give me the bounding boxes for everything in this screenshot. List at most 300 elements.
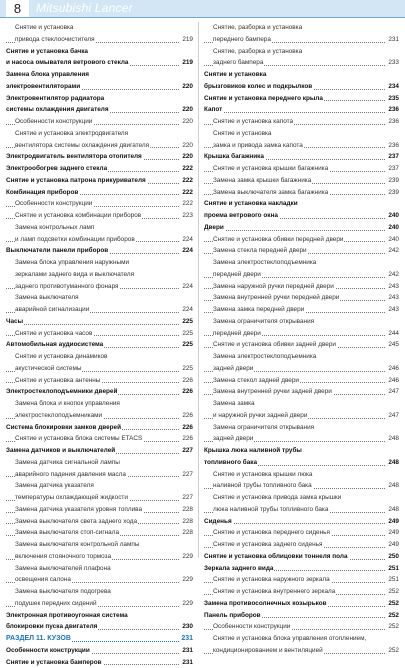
toc-entry-title (15, 128, 129, 140)
toc-entry-title (15, 328, 93, 340)
toc-entry-title (204, 151, 265, 163)
toc-entry-text: Сиденья (204, 518, 233, 525)
toc-entry-text: заднего противотуманного фонаря (15, 283, 120, 290)
toc-page-number: 248 (387, 480, 399, 492)
toc-subentry (6, 457, 193, 469)
toc-entry-title (15, 433, 143, 445)
toc-entry-title (213, 539, 323, 551)
toc-subentry (204, 245, 399, 257)
toc-entry-title (6, 445, 116, 457)
toc-entry-title (6, 175, 147, 187)
toc-page-number: 231 (181, 657, 193, 668)
toc-entry-title (6, 633, 72, 645)
toc-entry-text: топливного бака (204, 459, 258, 466)
column-divider (198, 22, 199, 558)
toc-subentry (6, 281, 193, 293)
toc-entry-text: передней двери (213, 271, 262, 278)
toc-page-number: 231 (181, 645, 193, 657)
dot-leader (6, 324, 179, 325)
toc-page-number: 224 (181, 281, 193, 293)
toc-left-column (6, 22, 193, 668)
toc-entry-text: Снятие и установка динамиков (15, 353, 108, 360)
toc-subentry (6, 351, 193, 363)
toc-subentry (204, 574, 399, 586)
toc-entry-title (15, 304, 90, 316)
toc-entry-title (213, 328, 262, 340)
toc-page-number: 220 (181, 104, 193, 116)
toc-entry-text: Замена внутренней ручки передней двери (213, 294, 340, 301)
toc-entry (204, 598, 399, 610)
toc-page-number: 239 (387, 175, 399, 187)
toc-page-number: 227 (181, 469, 193, 481)
toc-entry (6, 386, 193, 398)
toc-page-number: 230 (181, 621, 193, 633)
toc-subentry (6, 292, 193, 304)
toc-page-number: 243 (387, 281, 399, 293)
toc-subentry (204, 633, 399, 645)
toc-entry-title (15, 469, 127, 481)
toc-entry-title (213, 410, 308, 422)
toc-entry-text: Снятие и установка (213, 130, 272, 137)
toc-subentry (204, 328, 399, 340)
toc-page-number: 240 (387, 210, 399, 222)
toc-entry-title (15, 598, 98, 610)
toc-subentry (204, 339, 399, 351)
toc-page-number: 243 (387, 304, 399, 316)
toc-page-number: 220 (181, 116, 193, 128)
toc-page-number: 223 (181, 210, 193, 222)
toc-entry-text: задней двери (213, 435, 254, 442)
toc-entry-text: Электрообогрев заднего стекла (6, 165, 108, 172)
toc-entry-title (15, 527, 120, 539)
page-number: 8 (6, 0, 29, 17)
toc-subentry (204, 304, 399, 316)
toc-entry-text: и ламп подсветки комбинации приборов (15, 236, 136, 243)
toc-entry (6, 163, 193, 175)
toc-entry-title (213, 245, 308, 257)
toc-page-number: 224 (181, 304, 193, 316)
toc-entry-title (6, 657, 103, 668)
toc-page-number: 244 (387, 328, 399, 340)
toc-entry-title (213, 398, 256, 410)
toc-page-number: 252 (387, 610, 399, 622)
toc-entry-text: Электродвигатель вентилятора отопителя (6, 153, 143, 160)
toc-entry-text: заднего бампера (213, 59, 264, 66)
toc-page-number: 222 (181, 175, 193, 187)
toc-entry-title (15, 457, 121, 469)
toc-entry-title (15, 222, 95, 234)
toc-subentry (6, 128, 193, 140)
toc-entry-title (6, 245, 109, 257)
toc-subentry (204, 116, 399, 128)
toc-entry-text: Замена блока и кнопок управления (15, 400, 121, 407)
toc-entry (6, 175, 193, 187)
toc-page-number: 226 (181, 386, 193, 398)
toc-entry-title (213, 504, 329, 516)
toc-entry-title (213, 469, 313, 481)
toc-entry-title (204, 198, 299, 210)
toc-entry-text: Замена выключателя (15, 294, 80, 301)
toc-page-number: 248 (387, 504, 399, 516)
toc-entry-title (15, 140, 150, 152)
toc-page-number: 236 (387, 140, 399, 152)
toc-entry-title (15, 363, 82, 375)
toc-page-number: 236 (387, 104, 399, 116)
toc-entry-title (6, 386, 118, 398)
toc-entry-text: Снятие, разборка и установка (213, 48, 303, 55)
toc-entry-text: Замена блока управления наружными (15, 259, 130, 266)
toc-subentry (204, 398, 399, 410)
toc-page-number: 234 (387, 81, 399, 93)
toc-entry (204, 445, 399, 457)
toc-page-number: 251 (387, 563, 399, 575)
toc-entry-text: наливной трубы топливного бака (213, 482, 313, 489)
toc-entry-text: Замена замка крышки багажника (213, 177, 312, 184)
toc-subentry (204, 363, 399, 375)
toc-subentry (204, 539, 399, 551)
toc-entry-text: Снятие и установка комбинации приборов (15, 212, 142, 219)
toc-entry-text: Замена наружной ручки передней двери (213, 283, 335, 290)
header-rule (0, 17, 405, 18)
toc-entry-text: Замена выключателя замка багажника (213, 189, 329, 196)
toc-entry-text: Автомобильная аудиосистема (6, 341, 104, 348)
toc-entry-title (204, 210, 279, 222)
toc-entry-title (213, 339, 337, 351)
toc-entry (204, 516, 399, 528)
toc-subentry (204, 22, 399, 34)
toc-subentry (6, 480, 193, 492)
toc-entry-title (6, 69, 90, 81)
toc-page-number: 252 (387, 586, 399, 598)
toc-entry-title (6, 151, 143, 163)
toc-page-number: 252 (387, 621, 399, 633)
toc-entry (6, 316, 193, 328)
toc-entry-title (204, 551, 349, 563)
toc-entry-text: Снятие и установка капота (213, 118, 294, 125)
toc-subentry (204, 386, 399, 398)
toc-entry-text: брызговиков колес и подкрылков (204, 83, 313, 90)
dot-leader (204, 112, 385, 113)
toc-entry-title (6, 57, 130, 69)
toc-entry-text: Крышка багажника (204, 153, 265, 160)
toc-entry-text: Двери (204, 224, 225, 231)
toc-entry-title (6, 645, 91, 657)
toc-entry-text: Электростеклоподъемники дверей (6, 388, 118, 395)
toc-entry-text: Снятие и установка бачка (6, 48, 89, 55)
toc-entry-title (213, 621, 291, 633)
toc-page-number: 222 (181, 163, 193, 175)
toc-page-number: 224 (181, 234, 193, 246)
toc-entry-text: Особенности конструкции (15, 200, 93, 207)
toc-entry-text: Крышка люка наливной трубы (204, 447, 303, 454)
toc-entry-text: замка и привода замка капота (213, 142, 304, 149)
page-header (0, 0, 405, 17)
toc-entry-text: температуры охлаждающей жидкости (15, 494, 129, 501)
toc-subentry (6, 234, 193, 246)
toc-subentry (204, 187, 399, 199)
toc-entry-text: электростеклоподъемниками (15, 412, 103, 419)
toc-subentry (6, 198, 193, 210)
toc-right-column (204, 22, 399, 657)
toc-page-number: 239 (387, 187, 399, 199)
toc-entry-text: Замена электростеклоподъемника (213, 353, 317, 360)
toc-entry-text: Замена выключателей плафона (15, 565, 112, 572)
toc-entry-title (213, 351, 317, 363)
toc-entry-title (213, 46, 303, 58)
toc-entry-title (6, 187, 79, 199)
toc-subentry (204, 645, 399, 657)
toc-page-number: 231 (180, 633, 193, 645)
toc-entry-title (15, 492, 129, 504)
toc-page-number: 248 (387, 433, 399, 445)
toc-entry-title (213, 574, 331, 586)
toc-subentry (6, 116, 193, 128)
toc-subentry (204, 410, 399, 422)
toc-entry (204, 210, 399, 222)
toc-entry (204, 457, 399, 469)
toc-entry-text: Снятие и установка привода замка крышки (213, 494, 342, 501)
toc-entry-title (15, 574, 72, 586)
toc-entry-text: и насоса омывателя ветрового стекла (6, 59, 130, 66)
toc-entry-text: Замена замка (213, 400, 256, 407)
toc-entry-title (204, 516, 233, 528)
toc-entry-text: Замена датчика указателя (15, 482, 95, 489)
toc-entry-title (213, 175, 312, 187)
toc-entry-text: Снятие и установка переднего крыла (204, 95, 324, 102)
toc-page-number: 246 (387, 375, 399, 387)
toc-subentry (204, 621, 399, 633)
toc-entry-title (204, 222, 225, 234)
toc-entry-text: аварийной сигнализации (15, 306, 90, 313)
toc-subentry (6, 328, 193, 340)
toc-subentry (204, 34, 399, 46)
toc-entry-text: Снятие и установка обивки задней двери (213, 341, 337, 348)
toc-page-number: 226 (181, 433, 193, 445)
toc-subentry (204, 175, 399, 187)
toc-subentry (6, 527, 193, 539)
toc-entry (6, 645, 193, 657)
toc-entry-title (204, 104, 223, 116)
toc-page-number: 228 (181, 504, 193, 516)
toc-entry-title (213, 22, 303, 34)
toc-entry-text: и наружной ручки задней двери (213, 412, 308, 419)
toc-entry-title (213, 422, 315, 434)
toc-entry-title (213, 645, 324, 657)
toc-entry-text: Замена замка передней двери (213, 306, 305, 313)
toc-page-number: 237 (387, 151, 399, 163)
toc-entry-text: Снятие и установка крышки люка (213, 471, 313, 478)
toc-entry-title (213, 187, 329, 199)
toc-entry-text: Особенности конструкции (15, 118, 93, 125)
toc-entry-text: люка наливной трубы топливного бака (213, 506, 329, 513)
toc-subentry (6, 363, 193, 375)
toc-page-number: 228 (181, 516, 193, 528)
toc-entry-title (6, 621, 98, 633)
toc-entry (6, 610, 193, 622)
toc-entry-text: Снятие и установка облицовки тоннеля пола (204, 553, 349, 560)
toc-subentry (6, 398, 193, 410)
toc-entry-title (6, 81, 81, 93)
toc-page-number: 245 (387, 339, 399, 351)
toc-page-number: 251 (387, 574, 399, 586)
toc-page-number: 242 (387, 245, 399, 257)
toc-entry-text: Замена стекол задней двери (213, 377, 300, 384)
toc-subentry (204, 480, 399, 492)
toc-entry-title (6, 93, 105, 105)
toc-entry-text: Электровентилятор радиатора (6, 95, 105, 102)
toc-entry-title (213, 269, 262, 281)
toc-entry-title (213, 386, 333, 398)
toc-subentry (6, 304, 193, 316)
toc-entry (6, 187, 193, 199)
toc-entry-text: Снятие, разборка и установка (213, 24, 303, 31)
toc-page-number: 227 (181, 492, 193, 504)
toc-entry-title (213, 304, 305, 316)
toc-page-number: 225 (181, 316, 193, 328)
toc-subentry (6, 34, 193, 46)
toc-entry-text: Замена внутренней ручки задней двери (213, 388, 333, 395)
toc-entry-title (15, 586, 112, 598)
toc-entry-title (15, 210, 142, 222)
toc-entry (6, 339, 193, 351)
toc-entry-title (6, 339, 104, 351)
toc-page-number: 222 (181, 198, 193, 210)
toc-entry-text: Замена ограничителя открывания (213, 424, 315, 431)
toc-page-number: 243 (387, 292, 399, 304)
toc-entry-text: Снятие и установка наружного зеркала (213, 576, 331, 583)
toc-entry (6, 57, 193, 69)
toc-page-number: 250 (387, 551, 399, 563)
toc-entry-text: Снятие и установка заднего сиденья (213, 541, 323, 548)
toc-entry-text: Комбинация приборов (6, 189, 79, 196)
toc-subentry (204, 375, 399, 387)
toc-entry-text: Замена выключателя контрольной лампы (15, 541, 140, 548)
toc-entry-title (213, 292, 340, 304)
toc-entry (204, 222, 399, 234)
toc-page-number: 249 (387, 539, 399, 551)
toc-entry-text: привода стеклоочистителя (15, 36, 96, 43)
toc-entry-title (15, 269, 135, 281)
toc-page-number: 231 (387, 34, 399, 46)
toc-page-number: 236 (387, 116, 399, 128)
toc-entry-text: системы охлаждения двигателя (6, 106, 110, 113)
toc-page-number: 235 (387, 93, 399, 105)
toc-page-number: 247 (387, 410, 399, 422)
toc-entry-title (15, 22, 74, 34)
toc-page-number: 224 (181, 245, 193, 257)
toc-page-number: 227 (181, 445, 193, 457)
toc-subentry (6, 598, 193, 610)
toc-subentry (6, 269, 193, 281)
toc-page-number: 246 (387, 363, 399, 375)
toc-subentry (6, 210, 193, 222)
toc-entry-title (213, 527, 331, 539)
toc-entry-title (213, 586, 336, 598)
toc-entry-title (213, 116, 294, 128)
toc-entry-text: Замена электростеклоподъемника (213, 259, 317, 266)
toc-entry-text: Часы (6, 318, 24, 325)
toc-subentry (204, 586, 399, 598)
toc-entry-text: Капот (204, 106, 223, 113)
toc-entry (6, 621, 193, 633)
toc-entry (204, 151, 399, 163)
toc-entry-title (213, 234, 344, 246)
toc-entry-title (213, 375, 300, 387)
toc-page-number: 229 (181, 574, 193, 586)
toc-subentry (204, 46, 399, 58)
toc-page-number: 220 (181, 81, 193, 93)
toc-page-number: 240 (387, 234, 399, 246)
toc-entry-text: Замена датчиков и выключателей (6, 447, 116, 454)
toc-entry-title (213, 281, 335, 293)
toc-subentry (6, 504, 193, 516)
toc-page-number: 249 (387, 516, 399, 528)
toc-entry-title (15, 198, 93, 210)
toc-section-heading (6, 633, 193, 645)
toc-entry (204, 563, 399, 575)
toc-entry-text: Снятие и установка патрона прикуривателя (6, 177, 147, 184)
toc-entry-title (15, 292, 80, 304)
toc-entry-title (15, 281, 120, 293)
toc-entry-title (15, 116, 93, 128)
toc-entry-text: Снятие и установка обивки передней двери (213, 236, 344, 243)
toc-entry-text: акустической системы (15, 365, 82, 372)
toc-subentry (204, 422, 399, 434)
toc-subentry (6, 375, 193, 387)
toc-subentry (6, 469, 193, 481)
toc-page-number: 229 (181, 551, 193, 563)
toc-entry-title (213, 257, 317, 269)
toc-entry-text: аварийного падения давления масла (15, 471, 127, 478)
toc-entry (204, 198, 399, 210)
toc-entry-text: Особенности конструкции (6, 647, 91, 654)
toc-subentry (204, 281, 399, 293)
dot-leader (204, 230, 385, 231)
toc-subentry (204, 292, 399, 304)
toc-page-number: 220 (181, 151, 193, 163)
toc-entry-text: Замена стекла передней двери (213, 247, 308, 254)
toc-subentry (6, 516, 193, 528)
toc-entry (204, 93, 399, 105)
toc-entry-text: Замена выключателя стоп-сигнала (15, 529, 120, 536)
toc-entry-title (204, 610, 262, 622)
toc-entry-title (204, 563, 274, 575)
toc-entry-text: Снятие и установка часов (15, 330, 93, 337)
toc-entry-title (213, 140, 304, 152)
toc-page-number: 226 (181, 375, 193, 387)
toc-entry-title (6, 163, 108, 175)
toc-entry-title (15, 480, 95, 492)
toc-entry-text: Снятие и установка (15, 24, 74, 31)
toc-subentry (6, 574, 193, 586)
toc-page-number: 247 (387, 386, 399, 398)
toc-page-number: 252 (387, 598, 399, 610)
toc-entry-title (15, 398, 121, 410)
toc-page-number: 240 (387, 222, 399, 234)
toc-entry-title (6, 316, 24, 328)
toc-page-number: 225 (181, 328, 193, 340)
toc-entry-title (6, 46, 89, 58)
toc-subentry (204, 433, 399, 445)
toc-entry-title (15, 234, 136, 246)
toc-entry (6, 93, 193, 105)
toc-entry-title (15, 410, 103, 422)
toc-entry (204, 69, 399, 81)
toc-subentry (204, 140, 399, 152)
toc-entry-text: Выключатели панели приборов (6, 247, 109, 254)
toc-entry-text: Замена датчика сигнальной лампы (15, 459, 121, 466)
toc-entry-title (213, 433, 254, 445)
